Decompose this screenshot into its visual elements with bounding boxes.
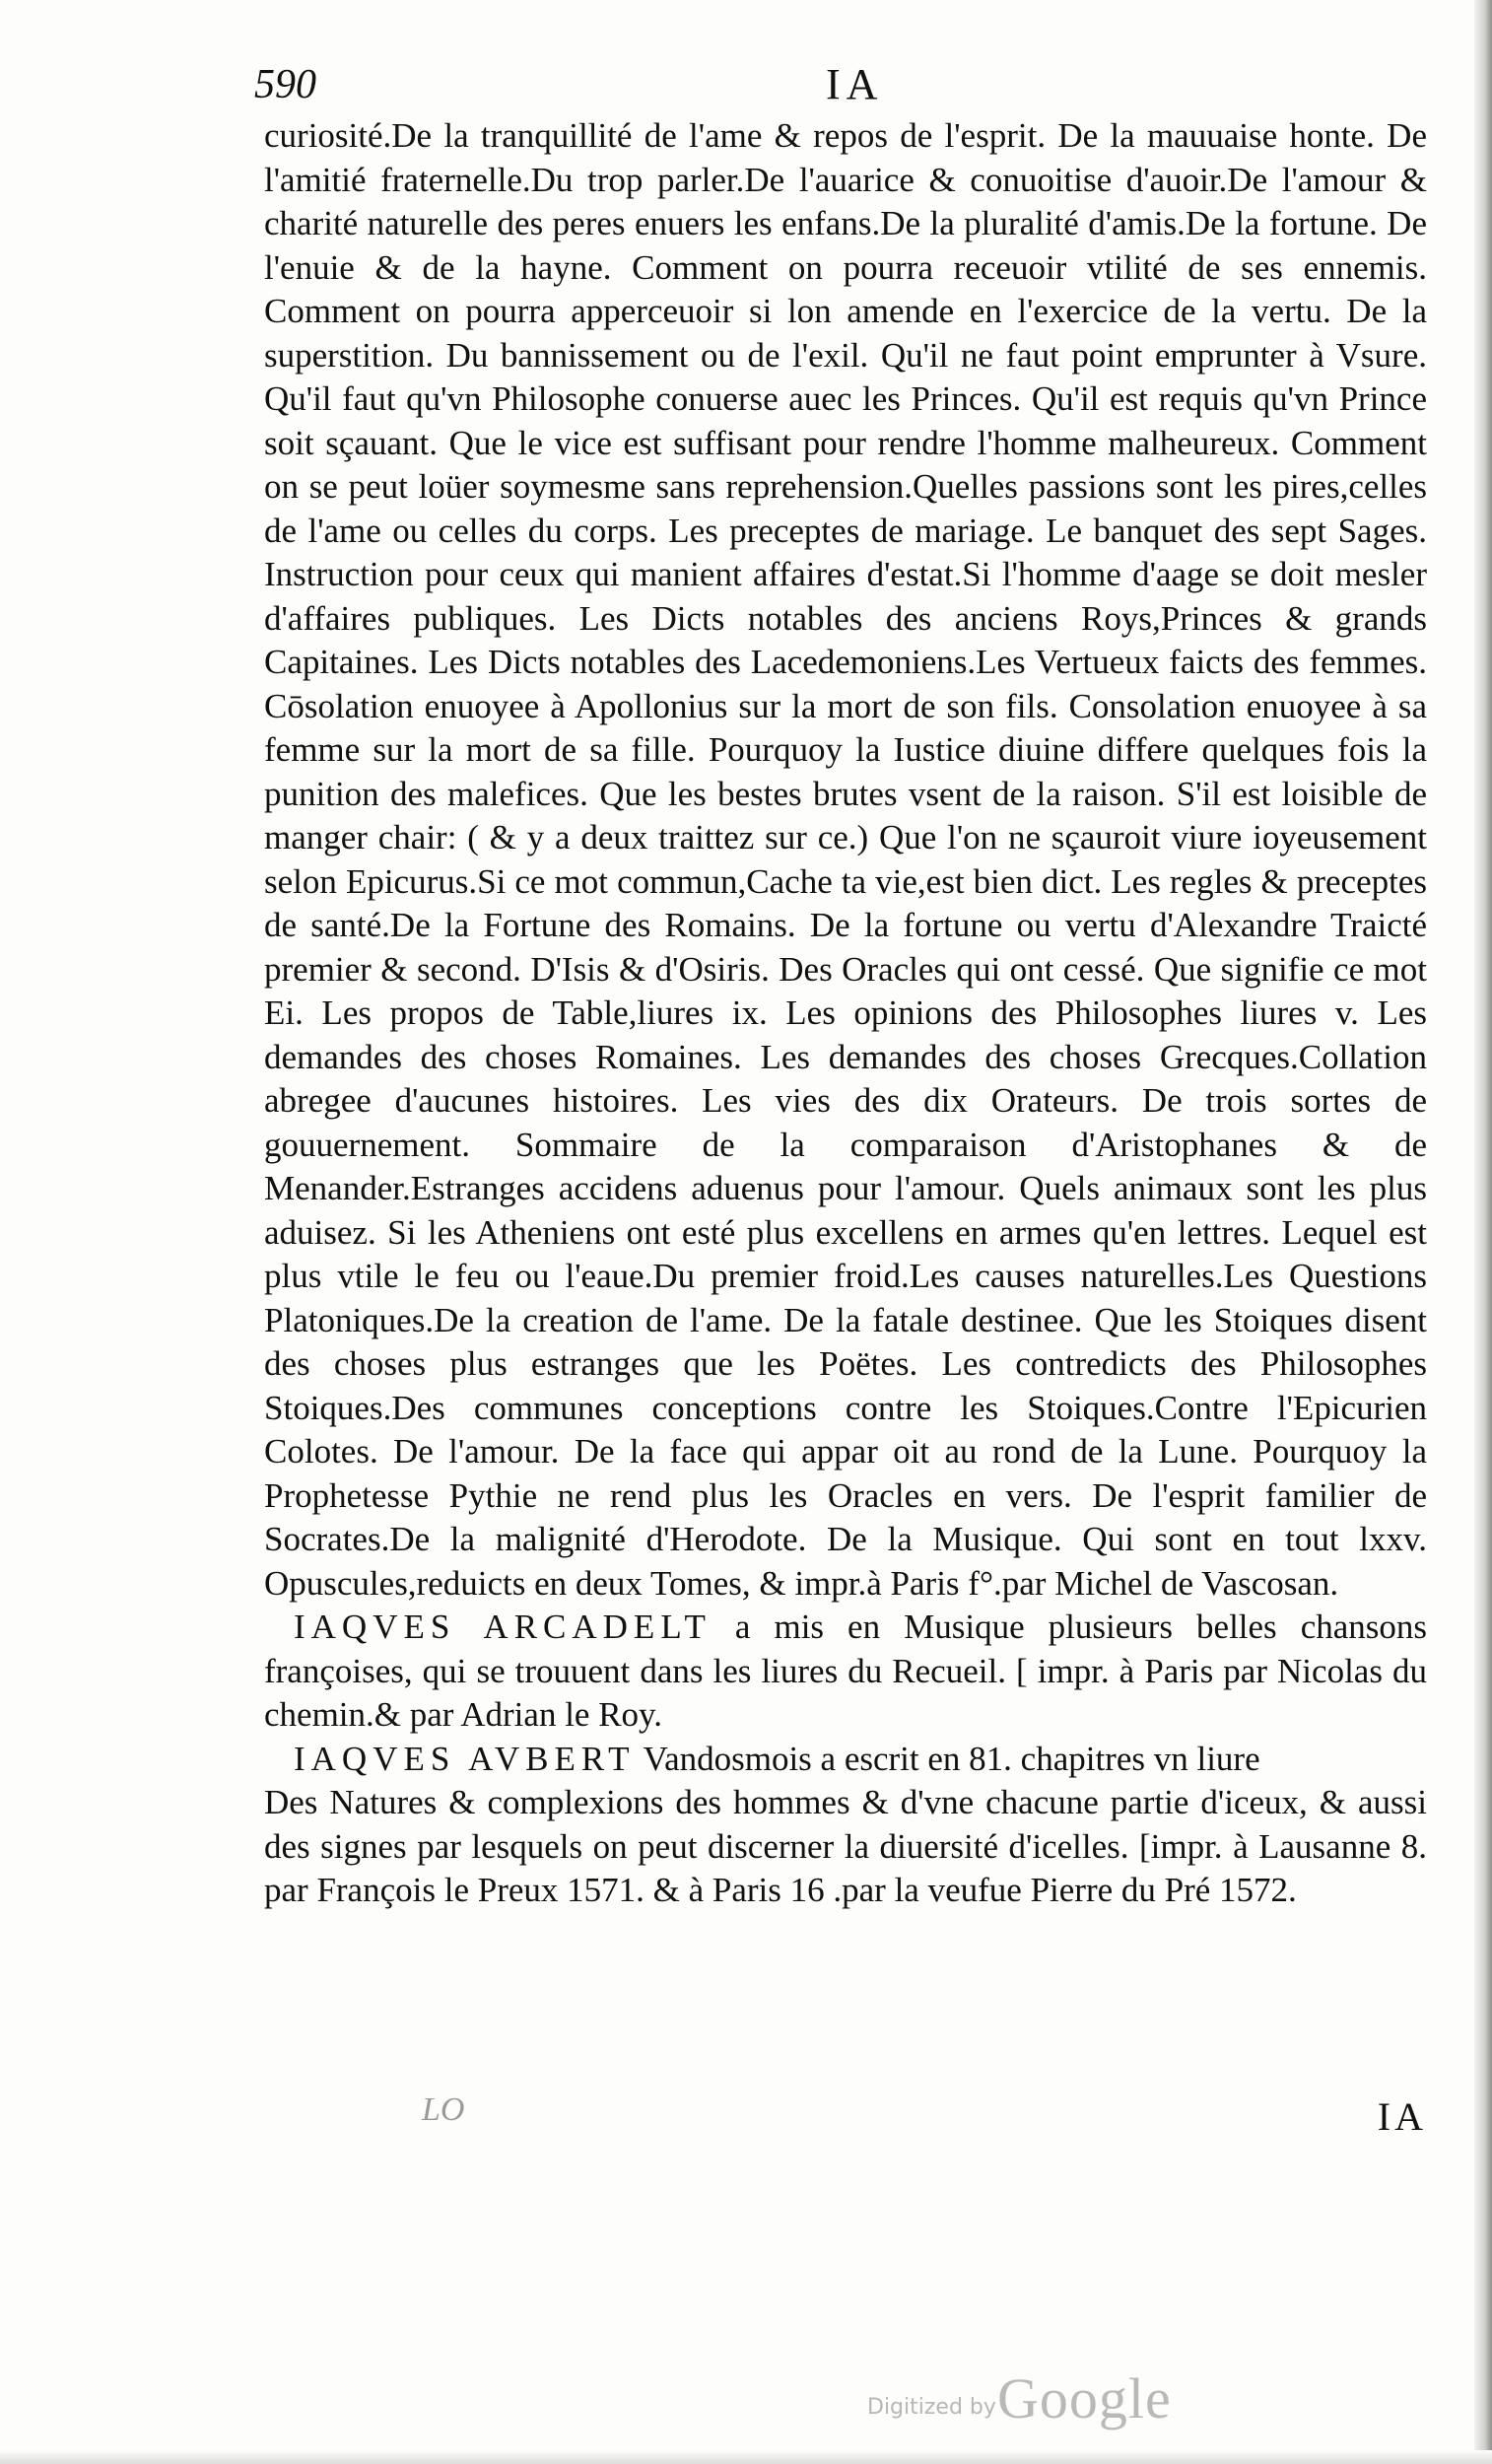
running-head: IA — [826, 60, 884, 108]
paragraph-plutarch-works: curiosité.De la tranquillité de l'ame & repos de l'esprit. De la mauuaise honte. De l'amitié fraternelle.Du trop parler.De l'auarice & conuoitise d'auoir.De l'amour & charité naturelle des peres enuers les enfans.De la pluralité d'amis.De la fortune. De l'enuie & de la hayne. Comment on pourra receuoir vtilité de ses ennemis. Comment on pourra apperceuoir si lon amende en l'exercice de la vertu. De la superstition. Du bannissement ou de l'exil. Qu'il ne faut point emprunter à Vsure. Qu'il faut qu'vn Philosophe conuerse auec les Princes. Qu'il est requis qu'vn Prince soit sçauant. Que le vice est suffisant pour rendre l'homme malheureux. Comment on se peut loüer soymesme sans reprehension.Quelles passions sont les pires,celles de l'ame ou celles du corps. Les preceptes de mariage. Le banquet des sept Sages. Instruction pour ceux qui manient affaires d'estat.Si l'homme d'aage se doit mesler d'affaires publiques. Les Dicts notables des anciens Roys,Princes & grands Capitaines. Les Dicts notables des Lacedemoniens.Les Vertueux faicts des femmes. Cōsolation enuoyee à Apollonius sur la mort de son fils. Consolation enuoyee à sa femme sur la mort de sa fille. Pourquoy la Iustice diuine differe quelques fois la punition des malefices. Que les bestes brutes vsent de la raison. S'il est loisible de manger chair: ( & y a deux traittez sur ce.) Que l'on ne sçauroit viure ioyeusement selon Epicurus.Si ce mot commun,Cache ta vie,est bien dict. Les regles & preceptes de santé.De la Fortune des Romains. De la fortune ou vertu d'Alexandre Traicté premier & second. D'Isis & d'Osiris. Des Oracles qui ont cessé. Que signifie ce mot Ei. Les propos de Table,liures ix. Les opinions des Philosophes liures v. Les demandes des choses Romaines. Les demandes des choses Grecques.Collation abregee d'aucunes histoires. Les vies des dix Orateurs. De trois sortes de gouuernement. Sommaire de la comparaison d'Aristophanes & de Menander.Estranges accidens aduenus pour l'amour. Quels animaux sont les plus aduisez. Si les Atheniens ont esté plus excellens en armes qu'en lettres. Lequel est plus vtile le feu ou l'eaue.Du premier froid.Les causes naturelles.Les Questions Platoniques.De la creation de l'ame. De la fatale destinee. Que les Stoiques disent des choses plus estranges que les Poëtes. Les contredicts des Philosophes Stoiques.Des communes conceptions contre les Stoiques.Contre l'Epicurien Colotes. De l'amour. De la face qui appar oit au rond de la Lune. Pourquoy la Prophetesse Pythie ne rend plus les Oracles en vers. De l'esprit familier de Socrates.De la malignité d'Herodote. De la Musique. Qui sont en tout lxxv. Opuscules,reduicts en deux Tomes, & impr.à Paris f°.par Michel de Vascosan. — [264, 116, 1427, 1603]
main-text-block — [264, 114, 1427, 1913]
entry-name-arcadelt: IAQVES ARCADELT — [294, 1608, 712, 1646]
entry-text-arcadelt: a mis en Musique plusieurs belles chansons françoises, qui se trouuent dans les liures du Recueil. [ impr. à Paris par Nicolas du chemin.& par Adrian le Roy. — [264, 1608, 1428, 1734]
faint-signature-mark: LO — [422, 2091, 465, 2128]
digitized-by-label: Digitized by — [867, 2395, 996, 2420]
entry-aubert-continuation: Des Natures & complexions des hommes & d'vne chacune partie d'iceux, & aussi des signes par lesquels on peut discerner la diuersité d'icelles. [impr. à Lausanne 8. par François le Preux 1571. & à Paris 16 .par la veufue Pierre du Pré 1572. — [264, 1783, 1427, 1909]
page-bottom-edge-shadow — [0, 2450, 1492, 2464]
entry-text-aubert: Vandosmois a escrit en 81. chapitres vn liure — [643, 1739, 1260, 1778]
page-header — [254, 55, 1427, 114]
page-footer — [264, 2088, 1427, 2147]
page-right-edge-shadow — [1474, 0, 1492, 2464]
google-digitized-watermark — [867, 2365, 1192, 2434]
entry-name-aubert: IAQVES AVBERT — [294, 1739, 636, 1778]
page-number: 590 — [254, 62, 316, 107]
google-logo: Google — [997, 2366, 1172, 2430]
catchword: IA — [1377, 2094, 1427, 2139]
entry-jacques-arcadelt — [264, 1606, 1427, 1738]
entry-jacques-aubert — [264, 1738, 1427, 1782]
